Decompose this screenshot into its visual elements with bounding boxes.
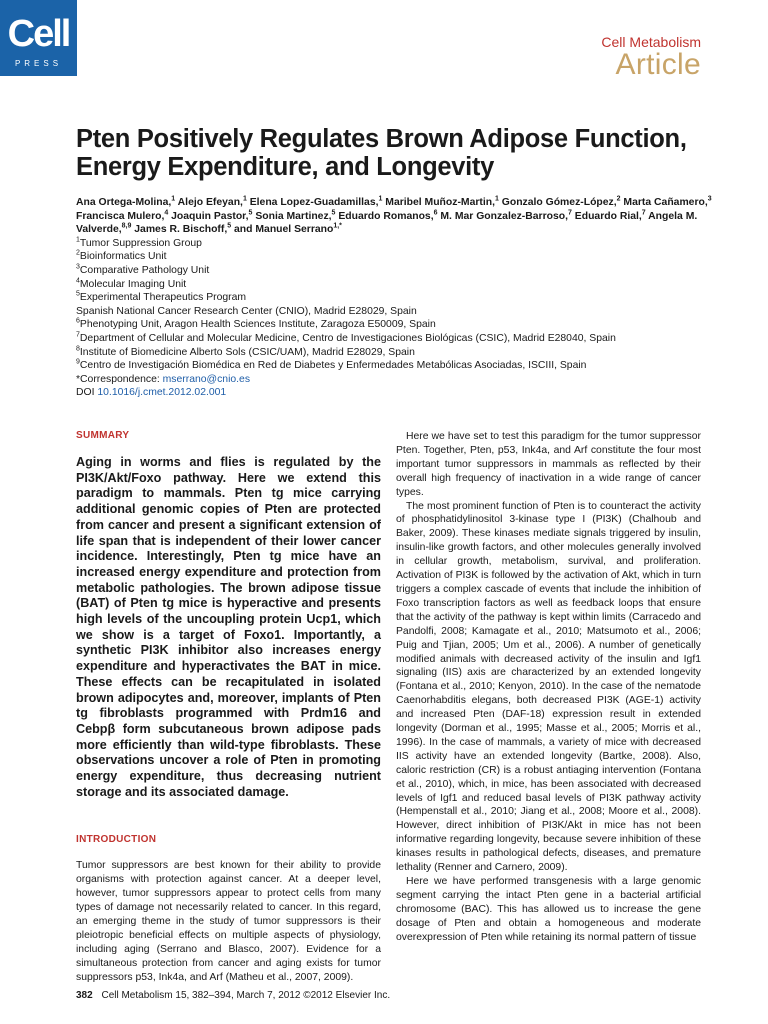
author-affiliation-marker: 1 xyxy=(378,195,383,203)
correspondence-email-link[interactable]: mserrano@cnio.es xyxy=(162,373,251,385)
affiliation xyxy=(76,264,716,278)
author-affiliation-marker: 5 xyxy=(227,222,232,230)
author-affiliation-marker: 7 xyxy=(641,209,646,217)
author-name: Elena Lopez-Guadamillas, xyxy=(246,197,379,208)
author-affiliation-marker: 3 xyxy=(707,195,712,203)
author-affiliation-marker: 6 xyxy=(433,209,438,217)
right-column xyxy=(396,430,701,945)
author-name: and Manuel Serrano xyxy=(231,224,334,236)
affiliation-marker: 8 xyxy=(76,345,80,353)
affiliation xyxy=(76,278,716,292)
body-paragraph: Here we have performed transgenesis with a large genomic segment carrying the intact Pten gene in a bacterial artificial chromosome (BAC). This has allowed us to increase the gene dosage of Pten and obtain a homogeneous and moderate overexpression of Pten while retaining its normal pattern of tissue xyxy=(396,876,701,943)
author-name: Maribel Muñoz-Martin, xyxy=(382,197,495,208)
affiliation-text: Bioinformatics Unit xyxy=(79,251,167,263)
author-list xyxy=(76,196,716,237)
author-name: Eduardo Rial, xyxy=(571,210,642,222)
summary-heading: SUMMARY xyxy=(76,430,130,441)
author-affiliation-marker: 1 xyxy=(494,195,499,203)
affiliation-marker: 3 xyxy=(76,263,80,271)
author-affiliation-marker: 4 xyxy=(164,209,169,217)
left-column xyxy=(76,430,381,985)
body-paragraph: Here we have set to test this paradigm for the tumor suppressor Pten. Together, Pten, p53, Ink4a, and Arf constitute the four most important tumor suppressors in mammals as reflected by their overall high frequency of inactivation in a wide range of cancer types. xyxy=(396,431,701,498)
affiliation-text: Molecular Imaging Unit xyxy=(79,278,187,290)
article-type: Article xyxy=(615,48,701,81)
affiliation-text: Comparative Pathology Unit xyxy=(79,264,210,276)
summary-text: Aging in worms and flies is regulated by the PI3K/Akt/Foxo pathway. Here we extend this paradigm to mammals. Pten tg mice carrying additional genomic copies of Pten are protected from cancer and present a significant extension of life span that is independent of their lower cancer incidence. Interestingly, Pten tg mice have an increased energy expenditure and protection from metabolic pathologies. The brown adipose tissue (BAT) of Pten tg mice is hyperactive and presents high levels of the uncoupling protein Ucp1, which we show is a target of Foxo1. Importantly, a synthetic PI3K inhibitor also increases energy expenditure and hyperactivates the BAT in mice. These effects can be recapitulated in isolated brown adipocytes and, moreover, implants of Pten tg fibroblasts programmed with Prdm16 and Cebpβ form subcutaneous brown adipose pads more efficiently than wild-type fibroblasts. These observations uncover a role of Pten in promoting energy expenditure, thus decreasing nutrient storage and its associated damage. xyxy=(76,455,381,799)
affiliation xyxy=(76,305,716,319)
affiliation-marker: 5 xyxy=(76,290,80,298)
article-title xyxy=(76,125,716,181)
affiliation xyxy=(76,359,716,373)
author-name: Sonia Martinez, xyxy=(252,210,332,222)
author-affiliation-marker: 7 xyxy=(568,209,572,217)
author-affiliation-marker: 2 xyxy=(616,195,621,203)
affiliation-text: Phenotyping Unit, Aragon Health Sciences Institute, Zaragoza E50009, Spain xyxy=(79,319,436,331)
author-name: Marta Cañamero, xyxy=(620,197,708,208)
author-name: Francisca Mulero, xyxy=(76,210,165,222)
affiliation-marker: 9 xyxy=(76,358,80,366)
correspondence xyxy=(76,373,716,387)
footer-citation: Cell Metabolism 15, 382–394, March 7, 2012 ©2012 Elsevier Inc. xyxy=(101,990,391,1001)
introduction-text: Tumor suppressors are best known for their ability to provide organisms with protection against cancer. At a deeper level, however, tumor suppressors appear to protect cells from many types of damage not necessarily related to cancer. In this regard, an emerging theme in the study of tumor suppressors is their pleiotropic beneficial effects on multiple aspects of physiology, including aging (Serrano and Blasco, 2007). Evidence for a simultaneous protection from cancer and aging exists for tumor suppressors p53, Ink4a, and Arf (Matheu et al., 2007, 2009). xyxy=(76,860,381,983)
affiliation-text: Department of Cellular and Molecular Medicine, Centro de Investigaciones Biológicas (CSIC), Madrid E28040, Spain xyxy=(79,332,616,344)
author-name: Gonzalo Gómez-López, xyxy=(498,197,617,208)
affiliation-text: Experimental Therapeutics Program xyxy=(79,292,247,304)
affiliation-marker: 4 xyxy=(76,277,80,285)
logo-word: Cell xyxy=(7,13,70,55)
author-name: James R. Bischoff, xyxy=(131,224,228,236)
author-name: Angela M. Valverde, xyxy=(76,210,698,236)
cell-press-logo xyxy=(0,0,77,76)
title-line: Pten Positively Regulates Brown Adipose Function, xyxy=(76,125,687,153)
author-affiliation-marker: 1 xyxy=(171,195,176,203)
affiliation xyxy=(76,291,716,305)
affiliation-marker: 2 xyxy=(76,249,80,257)
logo-press: PRESS xyxy=(14,59,63,68)
doi xyxy=(76,386,716,400)
author-name: Eduardo Romanos, xyxy=(335,210,434,222)
author-name: Ana Ortega-Molina, xyxy=(76,197,172,208)
author-affiliation-marker: 5 xyxy=(331,209,336,217)
author-name: Alejo Efeyan, xyxy=(175,197,243,208)
author-affiliation-marker: 1 xyxy=(242,195,247,203)
page-footer xyxy=(76,990,390,1001)
affiliation-text: Spanish National Cancer Research Center (CNIO), Madrid E28029, Spain xyxy=(76,305,417,317)
author-name: Joaquin Pastor, xyxy=(168,210,249,222)
author-name: M. Mar Gonzalez-Barroso, xyxy=(437,210,568,222)
affiliation-marker: 1 xyxy=(76,236,80,244)
title-line: Energy Expenditure, and Longevity xyxy=(76,153,495,181)
affiliation-list xyxy=(76,237,716,373)
affiliation-marker: 6 xyxy=(76,317,80,325)
author-affiliation-marker: 5 xyxy=(248,209,253,217)
doi-link[interactable]: 10.1016/j.cmet.2012.02.001 xyxy=(97,387,227,399)
affiliation xyxy=(76,237,716,251)
doi-label: DOI xyxy=(76,387,98,399)
affiliation xyxy=(76,346,716,360)
front-matter xyxy=(76,196,716,400)
affiliation-text: Institute of Biomedicine Alberto Sols (CSIC/UAM), Madrid E28029, Spain xyxy=(79,346,415,358)
affiliation xyxy=(76,332,716,346)
page-number: 382 xyxy=(76,990,93,1001)
affiliation-marker: 7 xyxy=(76,331,80,339)
introduction-heading: INTRODUCTION xyxy=(76,834,157,846)
affiliation-text: Tumor Suppression Group xyxy=(79,237,202,249)
correspondence-label: *Correspondence: xyxy=(76,373,163,385)
body-paragraph: The most prominent function of Pten is to counteract the activity of phosphatidylinositol 3-kinase type I (PI3K) (Chalhoub and Baker, 2009). These kinases mediate signals triggered by insulin, insulin-like growth factors, and other molecules generally involved in cellular growth, metabolism, survival, and proliferation. Activation of PI3K is followed by the activation of Akt, which in turn triggers a complex cascade of events that include the inhibition of Foxo transcription factors as well as feedback loops that ensure that the activity of the pathway is kept within limits (Carracedo and Pandolfi, 2008; Kamagate et al., 2010; Matsumoto et al., 2006; Puig and Tjian, 2005; Um et al., 2006). A number of genetically modified animals with decreased activity of the insulin and Igf1 signaling (IIS) axis are characterized by an extended longevity (Fontana et al., 2010; Kenyon, 2010). In the case of the nematode Caenorhabditis elegans, both decreased PI3K (AGE-1) activity and increased Pten (DAF-18) expression result in extended longevity (Dorman et al., 1995; Masse et al., 2005; Morris et al., 1996). In the case of mammals, a variety of mice with decreased IIS activity have an extended longevity (Bartke, 2008). Also, caloric restriction (CR) is a robust antiaging intervention (Fontana et al., 2010), which, in mice, has been associated with decreased levels of Igf1 and reduced basal levels of PI3K pathway activity (Hempenstall et al., 2010; Jiang et al., 2008; Moore et al., 2008). However, direct inhibition of PI3K/Akt in mice has not been informative regarding longevity, because severe inhibition of these kinases results in pathological defects, diseases, and premature lethality (Renner and Carnero, 2009). xyxy=(396,500,701,874)
author-affiliation-marker: 1,* xyxy=(333,222,342,230)
author-affiliation-marker: 8,9 xyxy=(121,222,132,230)
affiliation-text: Centro de Investigación Biomédica en Red de Diabetes y Enfermedades Metabólicas Asociadas, ISCIII, Spain xyxy=(79,360,587,372)
affiliation xyxy=(76,250,716,264)
journal-name: Cell Metabolism xyxy=(601,34,701,50)
affiliation xyxy=(76,318,716,332)
